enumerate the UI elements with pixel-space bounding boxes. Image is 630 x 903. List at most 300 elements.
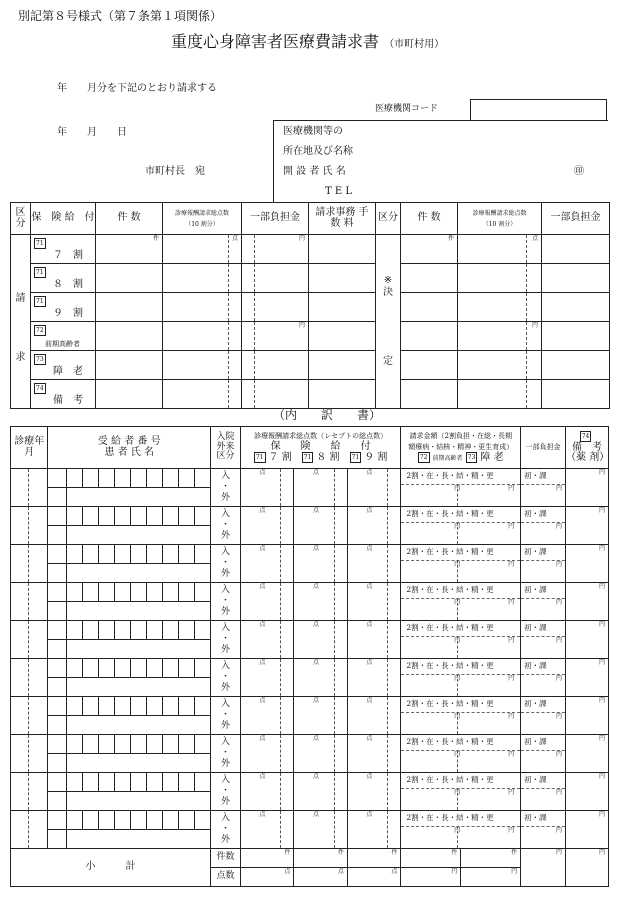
recipient-digit-box[interactable]: [194, 659, 210, 678]
sub-biko-cell[interactable]: 円: [566, 849, 609, 887]
sub-yen-cell[interactable]: 円: [401, 868, 461, 887]
h-points: 診療報酬請求総点数（レセプトの総点数） 保 険 給 付 71 ７ 割 71 ８ 割 71 ９ 割: [240, 427, 400, 469]
recipient-digit-box[interactable]: [130, 507, 146, 526]
h-kbn: 入院 外来 区分: [211, 427, 241, 469]
kensu-cell[interactable]: [96, 380, 163, 409]
futan-cell[interactable]: 初・課 円: [521, 507, 566, 545]
recipient-digit-box[interactable]: [66, 659, 82, 678]
patient-name-indent: [48, 488, 66, 507]
patient-name-cell[interactable]: [66, 830, 210, 849]
patient-name-indent: [48, 678, 66, 697]
recipient-digit-box[interactable]: [130, 811, 146, 830]
h-points: 診療報酬請求総点数 （10 割分）: [163, 203, 242, 235]
recipient-digit-box[interactable]: [162, 811, 178, 830]
patient-name-indent: [48, 830, 66, 849]
futan2-cell[interactable]: [542, 293, 610, 322]
recipient-digit-box[interactable]: [66, 507, 82, 526]
recipient-digit-box[interactable]: [178, 659, 194, 678]
kbn-cell[interactable]: 入 ・ 外: [211, 545, 241, 583]
recipient-digit-box[interactable]: [178, 811, 194, 830]
recipient-digit-box[interactable]: [98, 773, 114, 792]
amount-cell[interactable]: 2割・在・長・結・精・更 円 円: [401, 735, 521, 773]
recipient-digit-box[interactable]: [98, 507, 114, 526]
patient-name-cell[interactable]: [66, 564, 210, 583]
recipient-digit-box[interactable]: [130, 621, 146, 640]
recipient-digit-box[interactable]: [146, 773, 162, 792]
amount-cell[interactable]: 2割・在・長・結・精・更 円 円: [401, 811, 521, 849]
kensu2-cell[interactable]: [401, 322, 458, 351]
futan2-cell[interactable]: [542, 235, 610, 264]
recipient-digit-box[interactable]: [178, 621, 194, 640]
recipient-digit-box[interactable]: [114, 659, 130, 678]
month-cell[interactable]: [11, 545, 48, 583]
patient-name-cell[interactable]: [66, 792, 210, 811]
recipient-digit-box[interactable]: [114, 507, 130, 526]
points-cell[interactable]: 点: [240, 621, 293, 659]
h-month: 診療年月: [11, 427, 48, 469]
recipient-digit-box[interactable]: [114, 697, 130, 716]
sub-yen-cell[interactable]: 円: [461, 868, 521, 887]
patient-name-indent: [48, 564, 66, 583]
recipient-digit-box[interactable]: [114, 773, 130, 792]
month-cell[interactable]: [11, 659, 48, 697]
recipient-digit-box[interactable]: [162, 773, 178, 792]
patient-name-indent: [48, 754, 66, 773]
fee-cell[interactable]: [309, 293, 376, 322]
recipient-digit-box[interactable]: [48, 583, 66, 602]
kensu2-cell[interactable]: [401, 351, 458, 380]
sub-ken-cell[interactable]: 件: [461, 849, 521, 868]
recipient-digit-box[interactable]: [48, 811, 66, 830]
recipient-digit-box[interactable]: [178, 583, 194, 602]
code-label: 医療機関コード: [375, 104, 439, 114]
points-cell[interactable]: [163, 293, 242, 322]
recipient-digit-box[interactable]: [194, 735, 210, 754]
recipient-digit-box[interactable]: [82, 659, 98, 678]
kensu2-cell[interactable]: 件: [401, 235, 458, 264]
recipient-digit-box[interactable]: [66, 621, 82, 640]
recipient-digit-box[interactable]: [82, 469, 98, 488]
kbn-cell[interactable]: 入 ・ 外: [211, 659, 241, 697]
recipient-digit-box[interactable]: [146, 659, 162, 678]
futan-cell[interactable]: 初・課 円: [521, 621, 566, 659]
recipient-digit-box[interactable]: [178, 507, 194, 526]
kbn-cell[interactable]: 入 ・ 外: [211, 621, 241, 659]
points-cell[interactable]: 点: [163, 235, 242, 264]
recipient-digit-box[interactable]: [98, 621, 114, 640]
patient-name-indent: [48, 716, 66, 735]
points-cell[interactable]: 点: [240, 507, 293, 545]
detail-row: [11, 545, 609, 564]
futan-cell[interactable]: 初・課 円: [521, 735, 566, 773]
recipient-digit-box[interactable]: [48, 621, 66, 640]
sub-ken-cell[interactable]: 件: [401, 849, 461, 868]
recipient-digit-box[interactable]: [114, 621, 130, 640]
points-cell[interactable]: 点: [347, 583, 400, 621]
detail-row: [11, 621, 609, 640]
kensu2-cell[interactable]: [401, 264, 458, 293]
points-cell[interactable]: 点: [240, 469, 293, 507]
h-kubun2: 区分: [376, 203, 401, 235]
recipient-digit-box[interactable]: [114, 735, 130, 754]
points2-cell[interactable]: 点: [458, 235, 542, 264]
recipient-digit-box[interactable]: [114, 583, 130, 602]
biko-cell[interactable]: 円: [566, 583, 609, 621]
futan-cell[interactable]: 円: [242, 322, 309, 351]
month-cell[interactable]: [11, 621, 48, 659]
biko-cell[interactable]: 円: [566, 735, 609, 773]
detail-row: [11, 659, 609, 678]
recipient-digit-box[interactable]: [66, 697, 82, 716]
futan-cell[interactable]: [242, 380, 309, 409]
recipient-digit-box[interactable]: [178, 773, 194, 792]
points-cell[interactable]: 点: [347, 469, 400, 507]
recipient-digit-box[interactable]: [162, 545, 178, 564]
kbn-cell[interactable]: 入 ・ 外: [211, 583, 241, 621]
points2-cell[interactable]: [458, 380, 542, 409]
summary-row: [11, 293, 610, 322]
recipient-digit-box[interactable]: [130, 583, 146, 602]
recipient-digit-box[interactable]: [162, 507, 178, 526]
amount-cell[interactable]: 2割・在・長・結・精・更 円 円: [401, 773, 521, 811]
recipient-digit-box[interactable]: [162, 469, 178, 488]
recipient-digit-box[interactable]: [194, 697, 210, 716]
month-cell[interactable]: [11, 507, 48, 545]
inst-name: 所在地及び名称: [283, 146, 353, 157]
points2-cell[interactable]: [458, 351, 542, 380]
recipient-digit-box[interactable]: [194, 469, 210, 488]
recipient-digit-box[interactable]: [114, 469, 130, 488]
points-cell[interactable]: 点: [347, 735, 400, 773]
row-label: 71 ８ 割: [31, 264, 96, 293]
recipient-digit-box[interactable]: [48, 735, 66, 754]
recipient-digit-box[interactable]: [82, 621, 98, 640]
points-cell[interactable]: 点: [294, 545, 347, 583]
recipient-digit-box[interactable]: [194, 545, 210, 564]
recipient-digit-box[interactable]: [82, 583, 98, 602]
recipient-digit-box[interactable]: [194, 621, 210, 640]
recipient-digit-box[interactable]: [114, 545, 130, 564]
biko-cell[interactable]: 円: [566, 469, 609, 507]
points-cell[interactable]: 点: [294, 697, 347, 735]
req-label: 請 求: [11, 235, 31, 409]
futan2-cell[interactable]: [542, 322, 610, 351]
sub-kensu-label: 件数: [211, 849, 241, 868]
month-cell[interactable]: [11, 469, 48, 507]
recipient-digit-box[interactable]: [178, 545, 194, 564]
recipient-digit-box[interactable]: [146, 469, 162, 488]
detail-row: [11, 773, 609, 792]
summary-row: [11, 235, 610, 264]
h-futan2: 一部負担金: [542, 203, 610, 235]
amount-cell[interactable]: 2割・在・長・結・精・更 円 円: [401, 659, 521, 697]
recipient-digit-box[interactable]: [98, 659, 114, 678]
kensu-cell[interactable]: [96, 264, 163, 293]
request-line: 年 月分を下記のとおり請求する: [57, 83, 217, 94]
recipient-digit-box[interactable]: [130, 545, 146, 564]
recipient-digit-box[interactable]: [146, 811, 162, 830]
addressee: 市町村長 宛: [145, 166, 205, 177]
points-cell[interactable]: 点: [240, 735, 293, 773]
points-cell[interactable]: 点: [240, 811, 293, 849]
futan-cell[interactable]: 初・課 円: [521, 697, 566, 735]
kensu2-cell[interactable]: [401, 380, 458, 409]
detail-table: [10, 426, 609, 887]
biko-cell[interactable]: 円: [566, 507, 609, 545]
recipient-digit-box[interactable]: [98, 583, 114, 602]
points-cell[interactable]: 点: [294, 621, 347, 659]
recipient-digit-box[interactable]: [48, 659, 66, 678]
recipient-digit-box[interactable]: [146, 621, 162, 640]
futan-cell[interactable]: 初・課 円: [521, 545, 566, 583]
kensu-cell[interactable]: 件: [96, 235, 163, 264]
sub-ken-cell[interactable]: 件: [240, 849, 293, 868]
sub-ten-cell[interactable]: 点: [347, 868, 400, 887]
points-cell[interactable]: 点: [347, 621, 400, 659]
amount-cell[interactable]: 2割・在・長・結・精・更 円 円: [401, 545, 521, 583]
month-cell[interactable]: [11, 735, 48, 773]
row-label: 71 ９ 割: [31, 293, 96, 322]
recipient-digit-box[interactable]: [82, 773, 98, 792]
patient-name-cell[interactable]: [66, 488, 210, 507]
detail-row: [11, 697, 609, 716]
detail-row: [11, 735, 609, 754]
recipient-digit-box[interactable]: [98, 735, 114, 754]
biko-cell[interactable]: 円: [566, 659, 609, 697]
kbn-cell[interactable]: 入 ・ 外: [211, 469, 241, 507]
points-cell[interactable]: 点: [294, 507, 347, 545]
h-recip: 受 給 者 番 号 患 者 氏 名: [48, 427, 211, 469]
amount-cell[interactable]: 2割・在・長・結・精・更 円 円: [401, 621, 521, 659]
futan2-cell[interactable]: [542, 380, 610, 409]
biko-cell[interactable]: 円: [566, 811, 609, 849]
recipient-digit-box[interactable]: [194, 773, 210, 792]
recipient-digit-box[interactable]: [178, 735, 194, 754]
futan-cell[interactable]: 初・課 円: [521, 811, 566, 849]
founder: 開 設 者 氏 名: [283, 166, 346, 177]
h-biko: 74 備 考 （薬 剤）: [566, 427, 609, 469]
points-cell[interactable]: 点: [294, 469, 347, 507]
points-cell[interactable]: 点: [347, 811, 400, 849]
points-cell[interactable]: [163, 380, 242, 409]
recipient-digit-box[interactable]: [146, 697, 162, 716]
fee-cell[interactable]: [309, 322, 376, 351]
recipient-digit-box[interactable]: [146, 507, 162, 526]
recipient-digit-box[interactable]: [162, 697, 178, 716]
kensu-cell[interactable]: [96, 322, 163, 351]
kensu2-cell[interactable]: [401, 293, 458, 322]
summary-row: [11, 351, 610, 380]
code-box[interactable]: [470, 99, 607, 121]
recipient-digit-box[interactable]: [66, 811, 82, 830]
patient-name-indent: [48, 602, 66, 621]
kbn-cell[interactable]: 入 ・ 外: [211, 811, 241, 849]
recipient-digit-box[interactable]: [48, 773, 66, 792]
recipient-digit-box[interactable]: [82, 545, 98, 564]
biko-cell[interactable]: 円: [566, 545, 609, 583]
kbn-cell[interactable]: 入 ・ 外: [211, 735, 241, 773]
amount-cell[interactable]: 2割・在・長・結・精・更 円 円: [401, 507, 521, 545]
kbn-cell[interactable]: 入 ・ 外: [211, 507, 241, 545]
kbn-cell[interactable]: 入 ・ 外: [211, 773, 241, 811]
h-kensu2: 件 数: [401, 203, 458, 235]
patient-name-indent: [48, 792, 66, 811]
recipient-digit-box[interactable]: [130, 735, 146, 754]
recipient-digit-box[interactable]: [162, 621, 178, 640]
biko-cell[interactable]: 円: [566, 621, 609, 659]
futan-cell[interactable]: 円: [242, 235, 309, 264]
row-label: 72 前期高齢者: [31, 322, 96, 351]
points-cell[interactable]: 点: [347, 545, 400, 583]
amount-cell[interactable]: 2割・在・長・結・精・更 円 円: [401, 469, 521, 507]
patient-name-cell[interactable]: [66, 678, 210, 697]
recipient-digit-box[interactable]: [146, 583, 162, 602]
recipient-digit-box[interactable]: [82, 735, 98, 754]
recipient-digit-box[interactable]: [48, 545, 66, 564]
recipient-digit-box[interactable]: [98, 469, 114, 488]
recipient-digit-box[interactable]: [194, 507, 210, 526]
sub-ten-cell[interactable]: 点: [294, 868, 347, 887]
patient-name-cell[interactable]: [66, 640, 210, 659]
sub-ten-cell[interactable]: 点: [240, 868, 293, 887]
patient-name-cell[interactable]: [66, 754, 210, 773]
points-cell[interactable]: 点: [294, 583, 347, 621]
recipient-digit-box[interactable]: [98, 697, 114, 716]
date-line: 年 月 日: [57, 127, 127, 138]
points-cell[interactable]: 点: [294, 659, 347, 697]
recipient-digit-box[interactable]: [194, 583, 210, 602]
recipient-digit-box[interactable]: [162, 583, 178, 602]
recipient-digit-box[interactable]: [48, 697, 66, 716]
points-cell[interactable]: [163, 264, 242, 293]
patient-name-cell[interactable]: [66, 716, 210, 735]
points-cell[interactable]: 点: [240, 545, 293, 583]
sub-ken-cell[interactable]: 件: [294, 849, 347, 868]
futan-cell[interactable]: 初・課 円: [521, 659, 566, 697]
amount-cell[interactable]: 2割・在・長・結・精・更 円 円: [401, 697, 521, 735]
h-kubun: 区分: [11, 203, 31, 235]
recipient-digit-box[interactable]: [48, 469, 66, 488]
breakdown-title: （内 訳 書）: [273, 408, 382, 422]
recipient-digit-box[interactable]: [98, 811, 114, 830]
futan-cell[interactable]: 初・課 円: [521, 773, 566, 811]
h-amount: 請求金額（2割負担・在総・長期 額療病・結核・精神・更生育成） 72 前期高齢者 73 障 老: [401, 427, 521, 469]
patient-name-indent: [48, 640, 66, 659]
recipient-digit-box[interactable]: [178, 469, 194, 488]
points-cell[interactable]: 点: [240, 697, 293, 735]
recipient-digit-box[interactable]: [48, 507, 66, 526]
futan-cell[interactable]: [242, 264, 309, 293]
recipient-digit-box[interactable]: [114, 811, 130, 830]
row-label: 71 ７ 割: [31, 235, 96, 264]
points-cell[interactable]: 点: [240, 773, 293, 811]
recipient-digit-box[interactable]: [130, 659, 146, 678]
recipient-digit-box[interactable]: [66, 545, 82, 564]
points-cell[interactable]: 点: [294, 773, 347, 811]
recipient-digit-box[interactable]: [130, 697, 146, 716]
patient-name-cell[interactable]: [66, 526, 210, 545]
points-cell[interactable]: 点: [240, 583, 293, 621]
kbn-cell[interactable]: 入 ・ 外: [211, 697, 241, 735]
points-cell[interactable]: [163, 351, 242, 380]
futan2-cell[interactable]: [542, 351, 610, 380]
summary-row: [11, 322, 610, 351]
recipient-digit-box[interactable]: [162, 659, 178, 678]
biko-cell[interactable]: 円: [566, 697, 609, 735]
ketsutei-label: ※ 決 定: [376, 235, 401, 409]
points-cell[interactable]: 点: [347, 697, 400, 735]
month-cell[interactable]: [11, 583, 48, 621]
recipient-digit-box[interactable]: [66, 469, 82, 488]
futan-cell[interactable]: 初・課 円: [521, 583, 566, 621]
points-cell[interactable]: 点: [294, 735, 347, 773]
points2-cell[interactable]: 円: [458, 322, 542, 351]
subtotal-label: 小 計: [11, 849, 211, 887]
futan-cell[interactable]: [242, 293, 309, 322]
recipient-digit-box[interactable]: [146, 735, 162, 754]
recipient-digit-box[interactable]: [82, 697, 98, 716]
detail-row: [11, 583, 609, 602]
row-label: 73 障 老: [31, 351, 96, 380]
points-cell[interactable]: 点: [347, 507, 400, 545]
points2-cell[interactable]: [458, 264, 542, 293]
recipient-digit-box[interactable]: [98, 545, 114, 564]
fee-cell[interactable]: [309, 264, 376, 293]
kensu-cell[interactable]: [96, 293, 163, 322]
points2-cell[interactable]: [458, 293, 542, 322]
recipient-digit-box[interactable]: [194, 811, 210, 830]
recipient-digit-box[interactable]: [66, 583, 82, 602]
h-fee: 請求事務 手 数 料: [309, 203, 376, 235]
amount-cell[interactable]: 2割・在・長・結・精・更 円 円: [401, 583, 521, 621]
futan-cell[interactable]: [242, 351, 309, 380]
recipient-digit-box[interactable]: [66, 735, 82, 754]
recipient-digit-box[interactable]: [66, 773, 82, 792]
sub-ken-cell[interactable]: 件: [347, 849, 400, 868]
points-cell[interactable]: 点: [294, 811, 347, 849]
recipient-digit-box[interactable]: [82, 507, 98, 526]
month-cell[interactable]: [11, 773, 48, 811]
summary-row: [11, 264, 610, 293]
points-cell[interactable]: [163, 322, 242, 351]
summary-row: [11, 380, 610, 409]
fee-cell[interactable]: [309, 380, 376, 409]
month-cell[interactable]: [11, 697, 48, 735]
sub-futan-cell[interactable]: 円: [521, 849, 566, 887]
recipient-digit-box[interactable]: [130, 469, 146, 488]
points-cell[interactable]: 点: [347, 659, 400, 697]
recipient-digit-box[interactable]: [82, 811, 98, 830]
fee-cell[interactable]: [309, 235, 376, 264]
recipient-digit-box[interactable]: [178, 697, 194, 716]
points-cell[interactable]: 点: [347, 773, 400, 811]
fee-cell[interactable]: [309, 351, 376, 380]
h-futan: 一部負担金: [242, 203, 309, 235]
patient-name-cell[interactable]: [66, 602, 210, 621]
recipient-digit-box[interactable]: [130, 773, 146, 792]
futan2-cell[interactable]: [542, 264, 610, 293]
h-points2: 診療報酬請求総点数 （10 割分）: [458, 203, 542, 235]
kensu-cell[interactable]: [96, 351, 163, 380]
sub-tensu-label: 点数: [211, 868, 241, 887]
biko-cell[interactable]: 円: [566, 773, 609, 811]
recipient-digit-box[interactable]: [162, 735, 178, 754]
futan-cell[interactable]: 初・課 円: [521, 469, 566, 507]
tel-label: T E L: [325, 186, 352, 197]
points-cell[interactable]: 点: [240, 659, 293, 697]
month-cell[interactable]: [11, 811, 48, 849]
recipient-digit-box[interactable]: [146, 545, 162, 564]
